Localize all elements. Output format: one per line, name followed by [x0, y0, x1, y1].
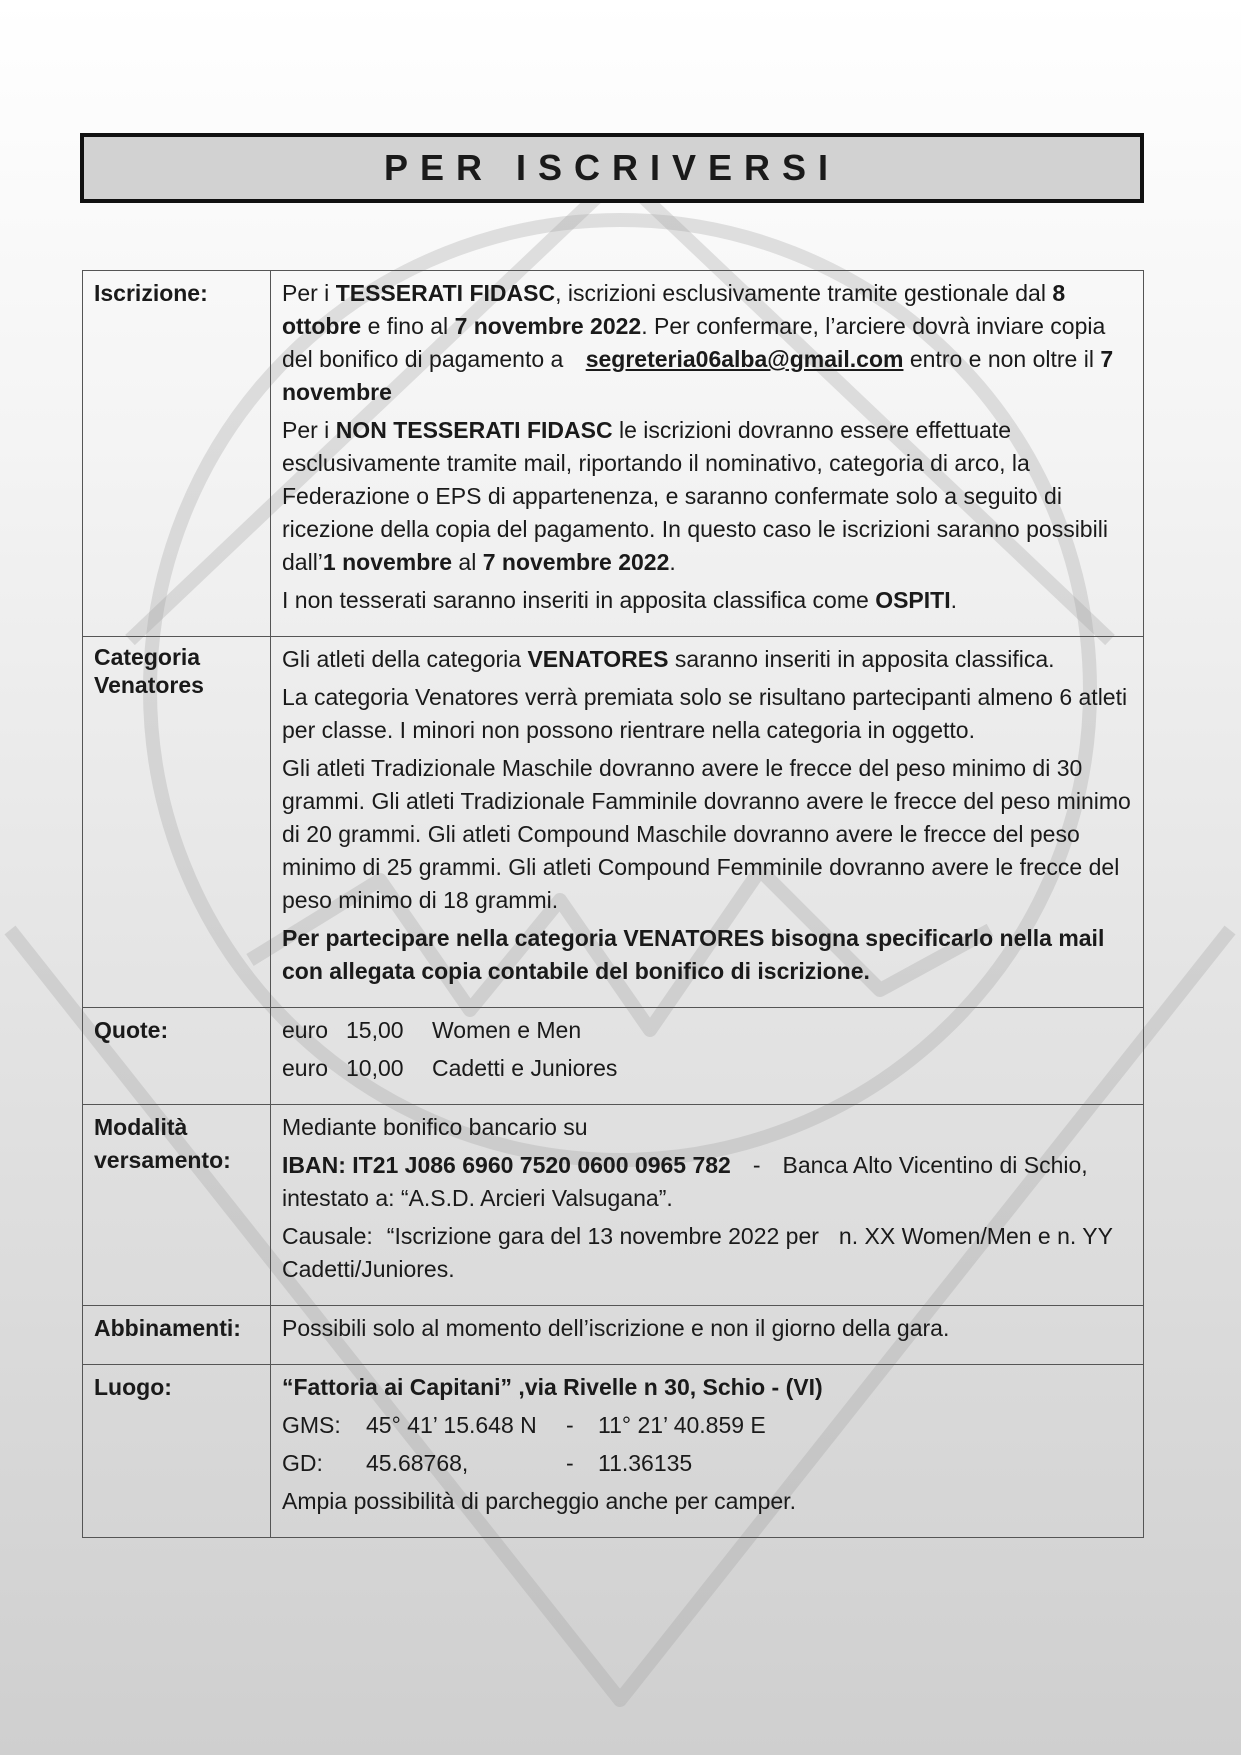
iscrizione-tesserati	[282, 277, 1133, 409]
text: le iscrizioni dovranno essere effettuate esclusivamente tramite mail, riportando il nominativo, categoria di arco, la Federazione o EPS di appartenenza, e saranno confermate solo a seguito di ricezione della copia del pagamento. In questo caso le iscrizioni saranno possibili dall’	[282, 417, 1108, 575]
row-venatores	[83, 637, 1144, 1008]
iscrizione-ospiti	[282, 584, 1133, 617]
row-iscrizione	[83, 271, 1144, 637]
quota-desc: Women e Men	[432, 1017, 582, 1043]
luogo-place: “Fattoria ai Capitani” ,via Rivelle n 30, Schio - (VI)	[282, 1374, 823, 1400]
amount: 10,00	[346, 1055, 404, 1081]
luogo-parking: Ampia possibilità di parcheggio anche per camper.	[282, 1488, 796, 1514]
coord-lat: 45° 41’ 15.648 N	[366, 1412, 537, 1438]
text: Gli atleti della categoria	[282, 646, 528, 672]
modalita-iban	[282, 1149, 1133, 1215]
text: al	[452, 549, 483, 575]
text: .	[669, 549, 676, 575]
quota-item	[282, 1014, 1133, 1047]
bold-text: VENATORES	[527, 646, 669, 672]
label-line: Modalità	[94, 1114, 188, 1140]
label-line: Categoria	[94, 644, 201, 670]
iban: IBAN: IT21 J086 6960 7520 0600 0965 782	[282, 1152, 731, 1178]
label-quote: Quote:	[83, 1008, 271, 1105]
label-abbinamenti: Abbinamenti:	[83, 1306, 271, 1365]
row-quote	[83, 1008, 1144, 1105]
text: saranno inseriti in apposita classifica.	[668, 646, 1055, 672]
luogo-gms	[282, 1409, 1133, 1442]
bold-text: 8 ottobre	[282, 280, 1066, 339]
row-modalita	[83, 1105, 1144, 1306]
causale-text: n. XX Women/Men e n. YY Cadetti/Juniores.	[282, 1223, 1113, 1282]
coord-lon: 11.36135	[598, 1450, 693, 1476]
abbinamenti-text: Possibili solo al momento dell’iscrizione e non il giorno della gara.	[282, 1315, 950, 1341]
luogo-gd	[282, 1447, 1133, 1480]
modalita-intro: Mediante bonifico bancario su	[282, 1114, 588, 1140]
text: e fino al	[361, 313, 455, 339]
row-luogo	[83, 1365, 1144, 1538]
causale-text: “Iscrizione gara del 13 novembre 2022 per	[386, 1223, 819, 1249]
text: Per i	[282, 280, 336, 306]
text: I non tesserati saranno inseriti in apposita classifica come	[282, 587, 876, 613]
page-title: PER ISCRIVERSI	[80, 133, 1144, 203]
text: .	[950, 587, 957, 613]
currency: euro	[282, 1017, 329, 1043]
separator: -	[566, 1412, 574, 1438]
content-venatores	[271, 637, 1144, 1008]
bold-text: OSPITI	[875, 587, 951, 613]
venatores-nota: Per partecipare nella categoria VENATORES bisogna specificarlo nella mail con allegata copia contabile del bonifico di iscrizione.	[282, 925, 1105, 984]
text: Per i	[282, 417, 336, 443]
modalita-causale	[282, 1220, 1133, 1286]
text: , iscrizioni esclusivamente tramite gestionale dal	[555, 280, 1053, 306]
bold-text: 1 novembre	[322, 549, 453, 575]
venatores-premiazione: La categoria Venatores verrà premiata solo se risultano partecipanti almeno 6 atleti per classe. I minori non possono rientrare nella categoria in oggetto.	[282, 684, 1128, 743]
label-venatores	[83, 637, 271, 1008]
text: . Per confermare, l’arciere dovrà inviare copia del bonifico di pagamento a	[282, 313, 1106, 372]
label-modalita	[83, 1105, 271, 1306]
quota-desc: Cadetti e Juniores	[432, 1055, 618, 1081]
coord-label: GMS:	[282, 1412, 341, 1438]
separator: -	[752, 1152, 761, 1178]
label-iscrizione: Iscrizione:	[83, 271, 271, 637]
amount: 15,00	[346, 1017, 404, 1043]
bold-text: NON TESSERATI FIDASC	[335, 417, 613, 443]
separator: -	[566, 1450, 574, 1476]
text: entro e non oltre il	[903, 346, 1101, 372]
quota-item	[282, 1052, 1133, 1085]
email-link[interactable]: segreteria06alba@gmail.com	[585, 346, 904, 372]
content-quote	[271, 1008, 1144, 1105]
venatores-pesi-frecce: Gli atleti Tradizionale Maschile dovranno avere le frecce del peso minimo di 30 grammi. Gli atleti Tradizionale Famminile dovranno avere le frecce del peso minimo di 20 grammi. Gli atleti Compound Maschile dovranno avere le frecce del peso minimo di 25 grammi. Gli atleti Compound Femminile dovranno avere le frecce del peso minimo di 18 grammi.	[282, 755, 1131, 913]
label-line: versamento:	[94, 1147, 231, 1173]
bold-text: 7 novembre 2022	[482, 549, 670, 575]
causale-label: Causale:	[282, 1223, 373, 1249]
row-abbinamenti	[83, 1306, 1144, 1365]
content-modalita	[271, 1105, 1144, 1306]
venatores-intro	[282, 643, 1133, 676]
coord-lon: 11° 21’ 40.859 E	[598, 1412, 766, 1438]
bold-text: 7 novembre	[282, 346, 1114, 405]
currency: euro	[282, 1055, 329, 1081]
iscrizione-non-tesserati	[282, 414, 1133, 579]
bold-text: TESSERATI FIDASC	[335, 280, 556, 306]
bold-text: 7 novembre 2022	[454, 313, 642, 339]
content-iscrizione	[271, 271, 1144, 637]
content-luogo	[271, 1365, 1144, 1538]
coord-lat: 45.68768,	[366, 1450, 469, 1476]
bank-name: Banca Alto Vicentino di Schio,	[782, 1152, 1088, 1178]
label-luogo: Luogo:	[83, 1365, 271, 1538]
account-holder: intestato a: “A.S.D. Arcieri Valsugana”.	[282, 1185, 673, 1211]
label-line: Venatores	[94, 672, 204, 698]
content-abbinamenti	[271, 1306, 1144, 1365]
coord-label: GD:	[282, 1450, 323, 1476]
registration-table	[82, 270, 1144, 1538]
